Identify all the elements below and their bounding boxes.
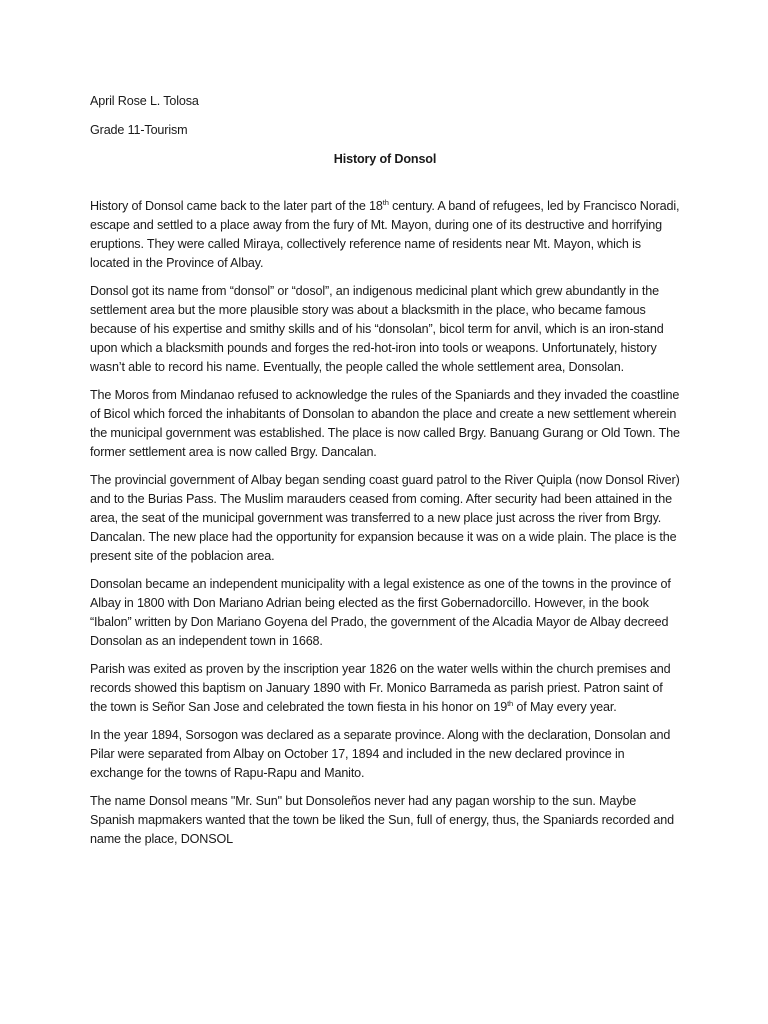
paragraph-8: The name Donsol means "Mr. Sun" but Donsoleños never had any pagan worship to the sun. Maybe Spanish mapmakers wanted that the town be liked the Sun, full of energy, thus, the Spaniards recorded and name the place, DONSOL xyxy=(90,794,674,846)
paragraph-3: The Moros from Mindanao refused to acknowledge the rules of the Spaniards and they invaded the coastline of Bicol which forced the inhabitants of Donsolan to abandon the place and create a new settlement wherein the municipal government was established. The place is now called Brgy. Banuang Gurang or Old Town. The former settlement area is now called Brgy. Dancalan. xyxy=(90,388,680,459)
paragraph-1-text-a: History of Donsol came back to the later part of the 18 xyxy=(90,199,383,213)
document-title: History of Donsol xyxy=(333,152,437,166)
document-body xyxy=(90,92,680,858)
paragraph-5: Donsolan became an independent municipality with a legal existence as one of the towns in the province of Albay in 1800 with Don Mariano Adrian being elected as the first Gobernadorcillo. However, in the book “Ibalon” written by Don Mariano Goyena del Prado, the government of the Alcadia Mayor de Albay decreed Donsolan as an independent town in 1668. xyxy=(90,577,671,648)
author-name: April Rose L. Tolosa xyxy=(90,94,199,108)
paragraph-6 xyxy=(90,660,680,717)
paragraph-2: Donsol got its name from “donsol” or “dosol”, an indigenous medicinal plant which grew abundantly in the settlement area but the more plausible story was about a blacksmith in the place, who became famous because of his expertise and smithy skills and of his “donsolan”, bicol term for anvil, which is an iron-stand upon which a blacksmith pounds and forges the red-hot-iron into tools or weapons. Unfortunately, history wasn’t able to record his name. Eventually, the people called the whole settlement area, Donsolan. xyxy=(90,284,664,374)
paragraph-6-text-b: of May every year. xyxy=(513,700,617,714)
paragraph-1-text-b: century. A band of refugees, led by Francisco Noradi, escape and settled to a place away from the fury of Mt. Mayon, during one of its destructive and horrifying eruptions. They were called Miraya, collectively reference name of residents near Mt. Mayon, which is located in the Province of Albay. xyxy=(90,199,680,270)
paragraph-1 xyxy=(90,197,680,273)
superscript-th: th xyxy=(382,197,389,207)
paragraph-7: In the year 1894, Sorsogon was declared as a separate province. Along with the declaration, Donsolan and Pilar were separated from Albay on October 17, 1894 and included in the new declared province in exchange for the towns of Rapu-Rapu and Manito. xyxy=(90,728,671,780)
superscript-th: th xyxy=(507,698,514,708)
grade-level: Grade 11-Tourism xyxy=(90,123,188,137)
paragraph-6-text-a: Parish was exited as proven by the inscription year 1826 on the water wells within the church premises and records showed this baptism on January 1890 with Fr. Monico Barrameda as parish priest. Patron saint of the town is Señor San Jose and celebrated the town fiesta in his honor on 19 xyxy=(90,662,671,714)
paragraph-4: The provincial government of Albay began sending coast guard patrol to the River Quipla (now Donsol River) and to the Burias Pass. The Muslim marauders ceased from coming. After security had been attained in the area, the seat of the municipal government was transferred to a new place just across the river from Brgy. Dancalan. The new place had the opportunity for expansion because it was on a wide plain. The place is the present site of the poblacion area. xyxy=(90,473,680,563)
